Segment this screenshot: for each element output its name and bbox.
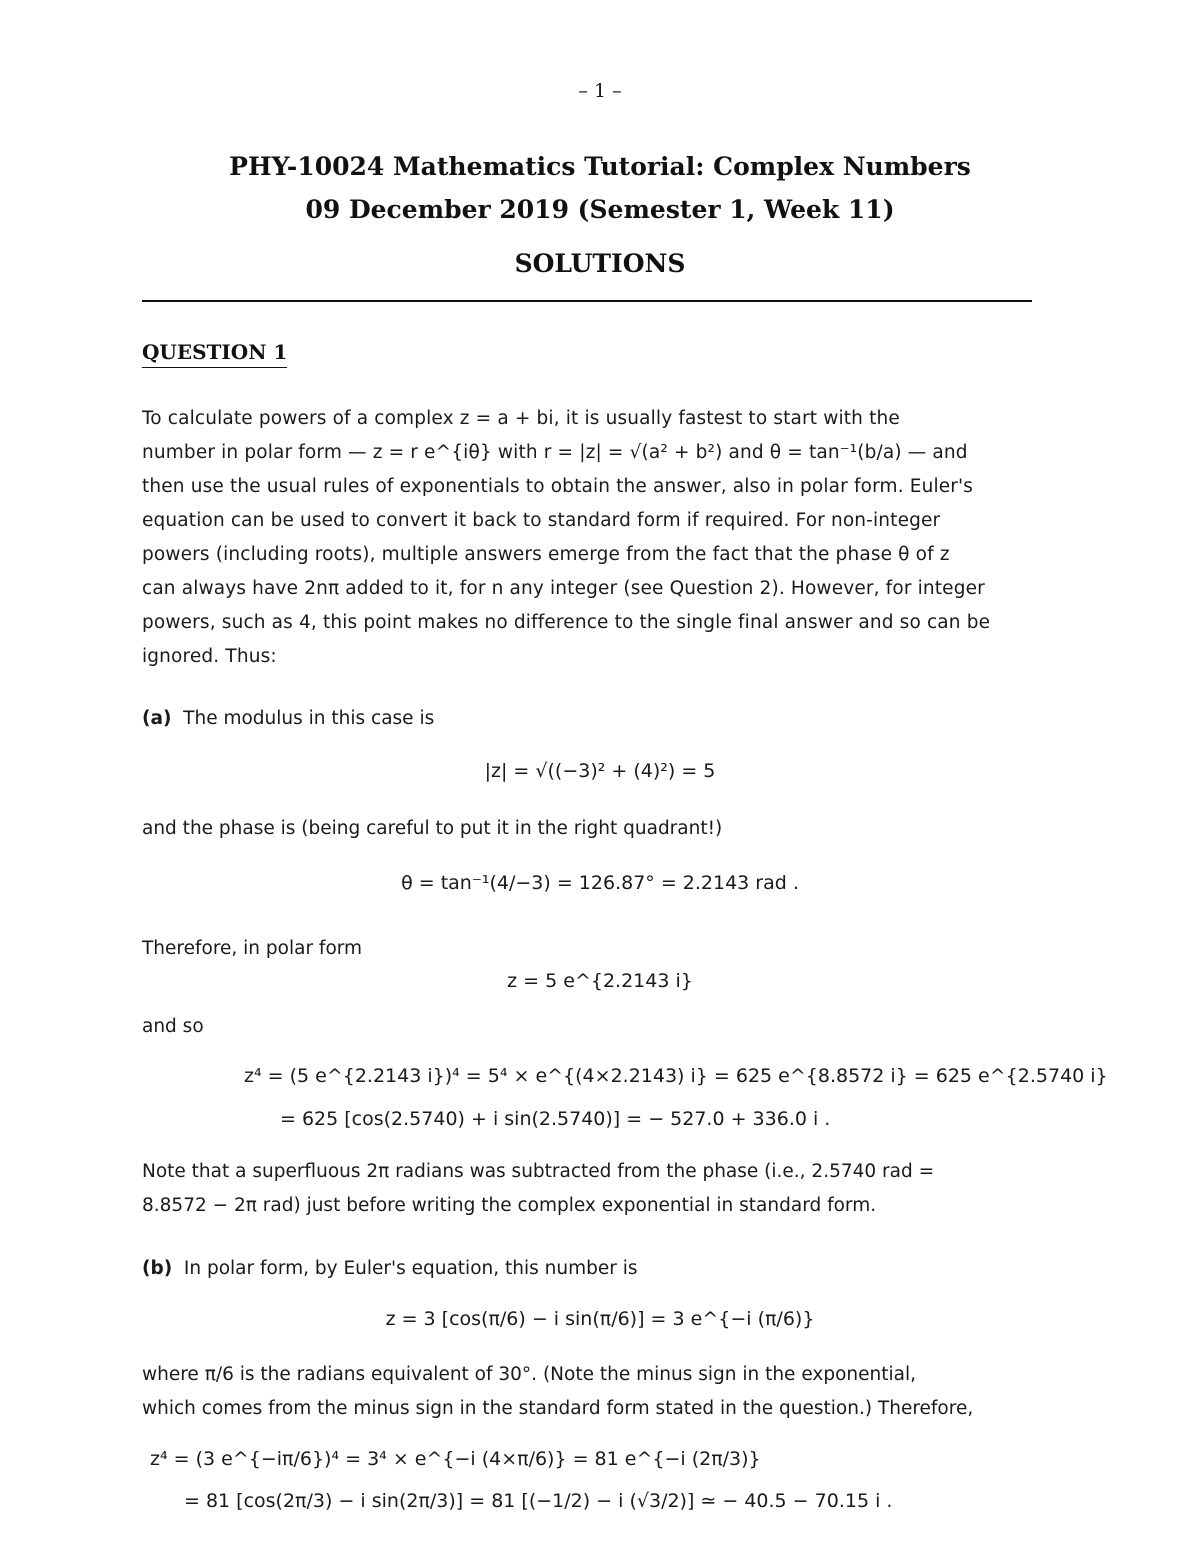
part-a-intro	[142, 702, 1034, 736]
note-line: Note that a superfluous 2π radians was subtracted from the phase (i.e., 2.5740 rad =	[142, 1161, 935, 1182]
power-equation-b-line2: = 81 [cos(2π/3) − i sin(2π/3)] = 81 [(−1/2) − i (√3/2)] ≃ − 40.5 − 70.15 i .	[184, 1490, 893, 1512]
where-line: which comes from the minus sign in the standard form stated in the question.) Therefore,	[142, 1398, 974, 1419]
intro-line: powers, such as 4, this point makes no difference to the single final answer and so can be	[142, 612, 991, 633]
intro-line: can always have 2nπ added to it, for n any integer (see Question 2). However, for integer	[142, 578, 985, 599]
polar-equation-b: z = 3 [cos(π/6) − i sin(π/6)] = 3 e^{−i (π/6)}	[385, 1308, 815, 1330]
page-title: PHY-10024 Mathematics Tutorial: Complex Numbers	[229, 152, 971, 181]
power-equation-a-line2: = 625 [cos(2.5740) + i sin(2.5740)] = − 527.0 + 336.0 i .	[280, 1108, 831, 1130]
part-a-label: (a)	[142, 708, 172, 729]
polar-intro: Therefore, in polar form	[142, 938, 363, 959]
title-block	[0, 145, 1200, 278]
page-number: – 1 –	[578, 80, 622, 102]
power-equation-b-line1: z⁴ = (3 e^{−iπ/6})⁴ = 3⁴ × e^{−i (4×π/6)} = 81 e^{−i (2π/3)}	[150, 1448, 761, 1470]
question-heading: QUESTION 1	[142, 340, 287, 368]
modulus-equation: |z| = √((−3)² + (4)²) = 5	[484, 760, 716, 782]
part-a-intro-text: The modulus in this case is	[183, 708, 435, 729]
where-line: where π/6 is the radians equivalent of 30°. (Note the minus sign in the exponential,	[142, 1364, 916, 1385]
where-paragraph	[142, 1358, 1034, 1426]
part-b-label: (b)	[142, 1258, 173, 1279]
intro-paragraph	[142, 402, 1034, 674]
note-line: 8.8572 − 2π rad) just before writing the complex exponential in standard form.	[142, 1195, 877, 1216]
intro-line: equation can be used to convert it back to standard form if required. For non-integer	[142, 510, 941, 531]
intro-line: To calculate powers of a complex z = a + bi, it is usually fastest to start with the	[142, 408, 900, 429]
intro-line: ignored. Thus:	[142, 646, 277, 667]
phase-intro: and the phase is (being careful to put it in the right quadrant!)	[142, 818, 723, 839]
intro-line: number in polar form — z = r e^{iθ} with r = |z| = √(a² + b²) and θ = tan⁻¹(b/a) — and	[142, 442, 968, 463]
power-equation-a-line1: z⁴ = (5 e^{2.2143 i})⁴ = 5⁴ × e^{(4×2.2143) i} = 625 e^{8.8572 i} = 625 e^{2.5740 i}	[244, 1065, 1108, 1087]
intro-line: then use the usual rules of exponentials to obtain the answer, also in polar form. Euler's	[142, 476, 974, 497]
intro-line: powers (including roots), multiple answers emerge from the fact that the phase θ of z	[142, 544, 950, 565]
part-b-intro	[142, 1252, 1034, 1286]
page-subtitle-date: 09 December 2019 (Semester 1, Week 11)	[305, 195, 895, 224]
solutions-heading: SOLUTIONS	[514, 249, 686, 278]
note-paragraph	[142, 1155, 1034, 1223]
polar-equation: z = 5 e^{2.2143 i}	[507, 970, 693, 992]
and-so-text: and so	[142, 1016, 204, 1037]
phase-equation: θ = tan⁻¹(4/−3) = 126.87° = 2.2143 rad .	[401, 872, 799, 894]
part-b-intro-text: In polar form, by Euler's equation, this number is	[183, 1258, 638, 1279]
horizontal-divider	[142, 300, 1032, 302]
